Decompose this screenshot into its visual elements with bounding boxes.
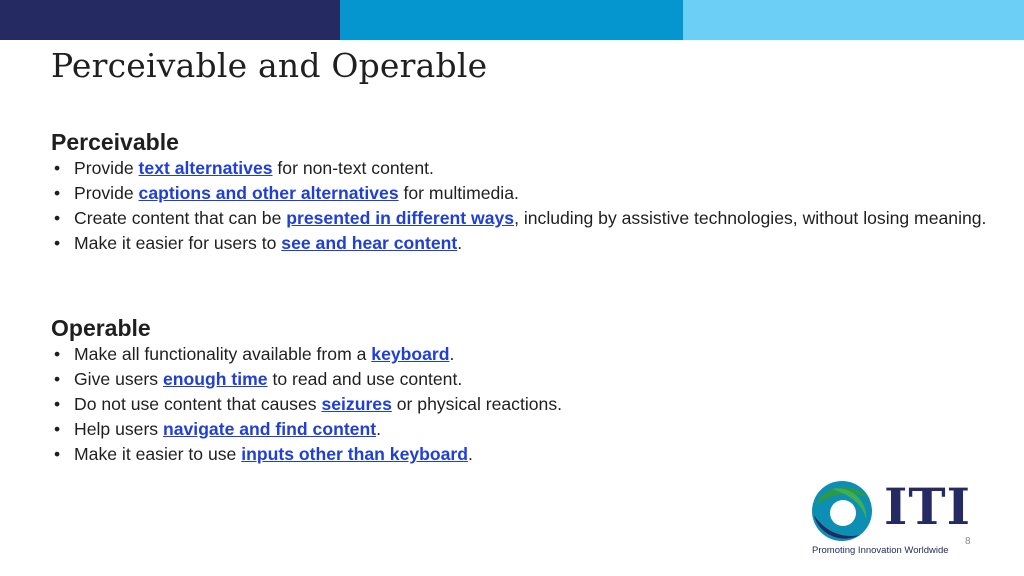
item-text: Provide [74, 183, 139, 203]
item-text: Make it easier to use [74, 444, 242, 464]
operable-section [51, 314, 991, 467]
enough-time-link[interactable]: enough time [162, 369, 268, 389]
item-text: Provide [74, 158, 139, 178]
list-item [51, 231, 991, 256]
item-text: Give users [74, 369, 163, 389]
list-item [51, 342, 991, 367]
keyboard-link[interactable]: keyboard [371, 344, 450, 364]
top-bar-dark-segment [0, 0, 340, 40]
item-text: Help users [74, 419, 163, 439]
inputs-other-than-keyboard-link[interactable]: inputs other than keyboard [241, 444, 469, 464]
list-item [51, 417, 991, 442]
logo-tagline: Promoting Innovation Worldwide [812, 545, 949, 556]
list-item [51, 442, 991, 467]
top-bar-mid-segment [340, 0, 683, 40]
perceivable-heading: Perceivable [51, 129, 179, 155]
item-text: , including by assistive technologies, without losing meaning. [514, 208, 987, 228]
operable-list [51, 342, 991, 467]
page-title: Perceivable and Operable [51, 46, 488, 85]
iti-logo-text: ITI [884, 477, 971, 536]
presented-different-ways-link[interactable]: presented in different ways [286, 208, 515, 228]
top-bar-light-segment [683, 0, 1024, 40]
iti-globe-icon [810, 479, 874, 543]
item-text: Create content that can be [74, 208, 287, 228]
operable-heading: Operable [51, 315, 151, 341]
text-alternatives-link[interactable]: text alternatives [138, 158, 273, 178]
list-item [51, 206, 991, 231]
item-text: for non-text content. [272, 158, 434, 178]
navigate-find-content-link[interactable]: navigate and find content [162, 419, 377, 439]
item-text: Make all functionality available from a [74, 344, 372, 364]
list-item [51, 156, 991, 181]
item-text: for multimedia. [398, 183, 519, 203]
captions-link[interactable]: captions and other alternatives [138, 183, 399, 203]
see-hear-content-link[interactable]: see and hear content [281, 233, 458, 253]
list-item [51, 181, 991, 206]
item-text: to read and use content. [267, 369, 463, 389]
item-text: Make it easier for users to [74, 233, 282, 253]
page-number: 8 [965, 536, 971, 547]
item-text: or physical reactions. [391, 394, 563, 414]
item-text: . [376, 419, 381, 439]
top-color-bar [0, 0, 1024, 40]
perceivable-section [51, 128, 991, 256]
list-item [51, 367, 991, 392]
item-text: . [468, 444, 473, 464]
list-item [51, 392, 991, 417]
iti-logo [808, 477, 971, 567]
item-text: . [449, 344, 455, 364]
item-text: Do not use content that causes [74, 394, 322, 414]
item-text: . [457, 233, 463, 253]
perceivable-list [51, 156, 991, 256]
seizures-link[interactable]: seizures [321, 394, 392, 414]
